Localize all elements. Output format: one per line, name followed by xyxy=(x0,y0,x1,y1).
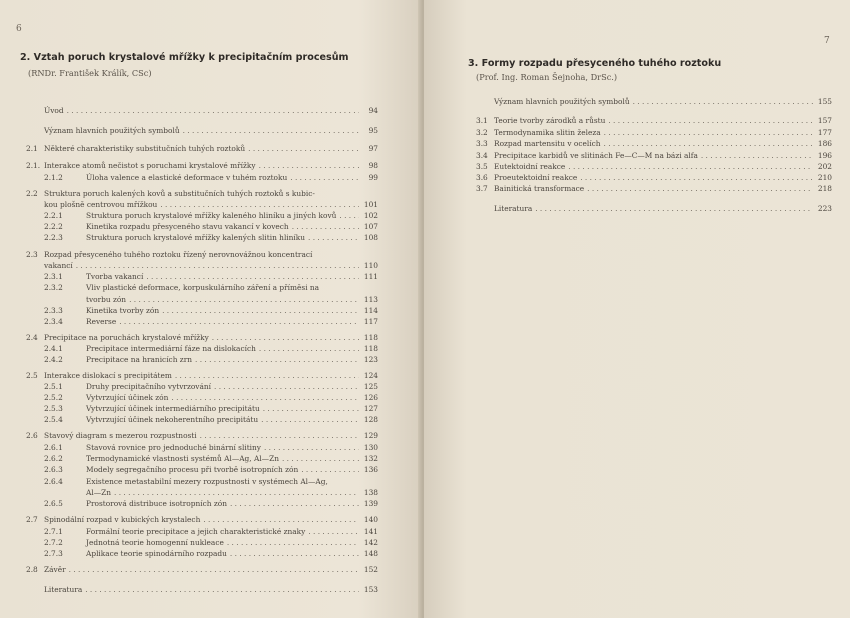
leader-dots xyxy=(183,126,359,136)
toc-entry-title: Úvod xyxy=(44,106,64,115)
leader-dots xyxy=(604,128,813,138)
toc-entry-number: 2.7.3 xyxy=(44,549,63,558)
toc-entry-number: 2.1.2 xyxy=(44,173,63,182)
toc-page-number: 117 xyxy=(363,317,378,326)
toc-entry xyxy=(476,162,832,172)
toc-entry-number: 2.6.4 xyxy=(44,477,63,486)
toc-entry-number: 2.7.2 xyxy=(44,538,63,547)
toc-entry-title: Vytvrzující účinek zón xyxy=(86,393,169,402)
toc-entry xyxy=(26,499,378,509)
table-of-contents xyxy=(476,0,832,618)
toc-entry-title: Kinetika tvorby zón xyxy=(86,306,160,315)
leader-dots xyxy=(259,161,359,171)
toc-page-number: 130 xyxy=(363,443,378,452)
toc-page-number: 118 xyxy=(363,344,378,353)
toc-entry-number: 2.2.2 xyxy=(44,222,63,231)
toc-entry xyxy=(26,393,378,403)
toc-entry-title: Některé charakteristiky substitučních tuhých roztoků xyxy=(44,144,246,153)
toc-entry xyxy=(26,250,378,260)
toc-entry-title: Modely segregačního procesu při tvorbě isotropních zón xyxy=(86,465,299,474)
toc-entry xyxy=(26,306,378,316)
leader-dots xyxy=(67,106,359,116)
toc-page-number: 98 xyxy=(368,161,378,170)
table-of-contents xyxy=(26,0,378,618)
toc-page-number: 148 xyxy=(363,549,378,558)
leader-dots xyxy=(212,333,359,343)
leader-dots xyxy=(175,371,359,381)
leader-dots xyxy=(308,233,359,243)
toc-page-number: 157 xyxy=(817,116,832,125)
chapter-author: (Prof. Ing. Roman Šejnoha, DrSc.) xyxy=(476,72,618,82)
leader-dots xyxy=(633,97,813,107)
toc-entry-title: Tvorba vakancí xyxy=(86,272,144,281)
toc-page-number: 118 xyxy=(363,333,378,342)
toc-entry-number: 2.6.1 xyxy=(44,443,63,452)
toc-entry xyxy=(26,488,378,498)
toc-entry-number: 2.2.1 xyxy=(44,211,63,220)
leader-dots xyxy=(339,211,359,221)
toc-entry-title: Bainitická transformace xyxy=(494,184,585,193)
toc-entry-title: Existence metastabilní mezery rozpustnosti v systémech Al—Ag, xyxy=(86,477,328,486)
toc-page-number: 111 xyxy=(363,272,378,281)
toc-page-number: 132 xyxy=(363,454,378,463)
toc-page-number: 177 xyxy=(817,128,832,137)
toc-entry-title: Literatura xyxy=(44,585,83,594)
leader-dots xyxy=(701,151,813,161)
toc-entry-title: Rozpad martensitu v ocelích xyxy=(494,139,601,148)
toc-entry xyxy=(26,344,378,354)
toc-page-number: 129 xyxy=(363,431,378,440)
chapter-title: 3. Formy rozpadu přesyceného tuhého roztoku xyxy=(468,58,722,69)
toc-entry-title: Aplikace teorie spinodárního rozpadu xyxy=(86,549,227,558)
toc-entry-number: 2.5.3 xyxy=(44,404,63,413)
toc-page-number: 113 xyxy=(363,295,378,304)
toc-entry-number: 2.5.1 xyxy=(44,382,63,391)
toc-entry-number: 2.3.4 xyxy=(44,317,63,326)
toc-entry xyxy=(26,189,378,199)
toc-entry-number: 3.6 xyxy=(476,173,488,182)
toc-entry-number: 2.1 xyxy=(26,144,38,153)
toc-entry-title: Význam hlavních použitých symbolů xyxy=(44,126,180,135)
toc-entry-title: Prostorová distribuce isotropních zón xyxy=(86,499,227,508)
toc-entry-title: Termodynamika slitin železa xyxy=(494,128,601,137)
toc-page-number: 123 xyxy=(363,355,378,364)
toc-entry-title: Teorie tvorby zárodků a růstu xyxy=(494,116,606,125)
toc-page-number: 124 xyxy=(363,371,378,380)
page-number: 7 xyxy=(824,36,830,46)
toc-entry xyxy=(26,200,378,210)
toc-entry-number: 2.4 xyxy=(26,333,38,342)
toc-entry-number: 3.2 xyxy=(476,128,488,137)
toc-entry xyxy=(26,233,378,243)
leader-dots xyxy=(214,382,359,392)
right-page xyxy=(424,0,850,618)
toc-page-number: 223 xyxy=(817,204,832,213)
toc-entry xyxy=(476,173,832,183)
toc-entry-number: 2.7 xyxy=(26,515,38,524)
leader-dots xyxy=(263,404,359,414)
toc-page-number: 94 xyxy=(368,106,378,115)
toc-entry-number: 3.3 xyxy=(476,139,488,148)
leader-dots xyxy=(587,184,813,194)
toc-entry-title: Interakce dislokací s precipitátem xyxy=(44,371,172,380)
toc-page-number: 128 xyxy=(363,415,378,424)
leader-dots xyxy=(171,393,359,403)
leader-dots xyxy=(282,454,359,464)
leader-dots xyxy=(162,306,359,316)
toc-entry-title: Precipitace karbidů ve slitinách Fe—C—M na bázi alfa xyxy=(494,151,698,160)
toc-page-number: 97 xyxy=(368,144,378,153)
toc-entry xyxy=(476,128,832,138)
leader-dots xyxy=(535,204,813,214)
toc-page-number: 196 xyxy=(817,151,832,160)
leader-dots xyxy=(230,499,359,509)
toc-page-number: 142 xyxy=(363,538,378,547)
toc-entry xyxy=(476,184,832,194)
toc-entry xyxy=(476,116,832,126)
toc-entry xyxy=(26,454,378,464)
toc-entry xyxy=(26,431,378,441)
toc-entry-title: Rozpad přesyceného tuhého roztoku řízený nerovnovážnou koncentrací xyxy=(44,250,313,259)
toc-entry xyxy=(26,317,378,327)
toc-entry xyxy=(26,222,378,232)
toc-entry xyxy=(26,333,378,343)
leader-dots xyxy=(301,465,359,475)
toc-entry-number: 2.6.3 xyxy=(44,465,63,474)
toc-entry-title: Reverse xyxy=(86,317,117,326)
toc-entry-number: 2.2.3 xyxy=(44,233,63,242)
toc-entry-title: Precipitace intermediární fáze na dislokacích xyxy=(86,344,256,353)
leader-dots xyxy=(568,162,813,172)
toc-entry-title: Druhy precipitačního vytvrzování xyxy=(86,382,212,391)
toc-page-number: 136 xyxy=(363,465,378,474)
toc-page-number: 110 xyxy=(363,261,378,270)
toc-entry xyxy=(26,443,378,453)
toc-entry-title: kou plošně centrovou mřížkou xyxy=(44,200,158,209)
toc-entry-title: Vytvrzující účinek intermediárního precipitátu xyxy=(86,404,260,413)
toc-page-number: 155 xyxy=(817,97,832,106)
toc-entry xyxy=(26,415,378,425)
leader-dots xyxy=(129,295,359,305)
toc-entry xyxy=(26,173,378,183)
toc-page-number: 114 xyxy=(363,306,378,315)
leader-dots xyxy=(308,527,359,537)
toc-page-number: 139 xyxy=(363,499,378,508)
toc-entry-number: 2.8 xyxy=(26,565,38,574)
toc-entry-number: 2.4.1 xyxy=(44,344,63,353)
leader-dots xyxy=(259,344,359,354)
toc-page-number: 101 xyxy=(363,200,378,209)
toc-entry-title: Vytvrzující účinek nekoherentního precipitátu xyxy=(86,415,259,424)
toc-entry-title: Precipitace na poruchách krystalové mřížky xyxy=(44,333,209,342)
toc-entry xyxy=(26,283,378,293)
toc-page-number: 141 xyxy=(363,527,378,536)
leader-dots xyxy=(248,144,359,154)
leader-dots xyxy=(290,173,359,183)
leader-dots xyxy=(85,585,359,595)
chapter-title: 2. Vztah poruch krystalové mřížky k precipitačním procesům xyxy=(20,52,349,63)
toc-entry-title: Interakce atomů nečistot s poruchami krystalové mřížky xyxy=(44,161,256,170)
leader-dots xyxy=(604,139,813,149)
toc-entry-title: Stavový diagram s mezerou rozpustnosti xyxy=(44,431,197,440)
toc-entry-number: 2.4.2 xyxy=(44,355,63,364)
toc-entry-number: 3.4 xyxy=(476,151,488,160)
toc-entry-number: 2.3.2 xyxy=(44,283,63,292)
toc-entry-number: 2.3 xyxy=(26,250,38,259)
toc-entry-number: 2.5.4 xyxy=(44,415,63,424)
leader-dots xyxy=(292,222,359,232)
toc-entry xyxy=(476,204,832,214)
toc-entry-title: Struktura poruch krystalové mřížky kaleného hliníku a jiných kovů xyxy=(86,211,337,220)
toc-page-number: 95 xyxy=(368,126,378,135)
leader-dots xyxy=(69,565,359,575)
toc-entry-number: 2.3.3 xyxy=(44,306,63,315)
toc-entry-number: 3.7 xyxy=(476,184,488,193)
toc-page-number: 152 xyxy=(363,565,378,574)
toc-entry xyxy=(26,106,378,116)
leader-dots xyxy=(227,538,359,548)
toc-entry xyxy=(476,151,832,161)
toc-entry-title: Úloha valence a elastické deformace v tuhém roztoku xyxy=(86,173,288,182)
toc-entry xyxy=(26,382,378,392)
leader-dots xyxy=(608,116,813,126)
toc-entry xyxy=(476,97,832,107)
toc-entry-title: Stavová rovnice pro jednoduché binární slitiny xyxy=(86,443,261,452)
toc-page-number: 108 xyxy=(363,233,378,242)
toc-entry-title: vakancí xyxy=(44,261,73,270)
toc-entry-number: 2.6.5 xyxy=(44,499,63,508)
toc-entry-title: Vliv plastické deformace, korpuskulárního záření a příměsi na xyxy=(86,283,320,292)
toc-entry-title: Eutektoidní reakce xyxy=(494,162,566,171)
chapter-author: (RNDr. František Králík, CSc) xyxy=(28,68,152,78)
toc-entry-number: 2.1. xyxy=(26,161,41,170)
toc-page-number: 140 xyxy=(363,515,378,524)
toc-entry-number: 2.3.1 xyxy=(44,272,63,281)
toc-entry xyxy=(26,371,378,381)
toc-entry xyxy=(26,465,378,475)
toc-page-number: 218 xyxy=(817,184,832,193)
toc-entry xyxy=(26,565,378,575)
toc-entry-number: 2.5.2 xyxy=(44,393,63,402)
toc-entry xyxy=(26,404,378,414)
toc-entry-number: 3.1 xyxy=(476,116,488,125)
toc-page-number: 107 xyxy=(363,222,378,231)
toc-entry-number: 3.5 xyxy=(476,162,488,171)
toc-page-number: 138 xyxy=(363,488,378,497)
toc-entry xyxy=(26,161,378,171)
toc-entry xyxy=(26,211,378,221)
leader-dots xyxy=(146,272,359,282)
toc-page-number: 102 xyxy=(363,211,378,220)
toc-entry-title: Jednotná teorie homogenní nukleace xyxy=(86,538,224,547)
toc-entry-number: 2.7.1 xyxy=(44,527,63,536)
toc-entry-number: 2.6 xyxy=(26,431,38,440)
toc-entry xyxy=(476,139,832,149)
toc-entry xyxy=(26,585,378,595)
toc-page-number: 125 xyxy=(363,382,378,391)
leader-dots xyxy=(200,431,359,441)
toc-entry xyxy=(26,549,378,559)
toc-entry xyxy=(26,272,378,282)
toc-entry-title: Al—Zn xyxy=(86,488,111,497)
toc-entry-title: Precipitace na hranicích zrn xyxy=(86,355,192,364)
toc-entry-number: 2.2 xyxy=(26,189,38,198)
toc-entry-title: tvorbu zón xyxy=(86,295,127,304)
leader-dots xyxy=(261,415,359,425)
leader-dots xyxy=(114,488,359,498)
toc-entry xyxy=(26,515,378,525)
toc-entry-title: Proeutektoidní reakce xyxy=(494,173,578,182)
toc-entry-title: Struktura poruch krystalové mřížky kalených slitin hliníku xyxy=(86,233,306,242)
toc-entry-title: Kinetika rozpadu přesyceného stavu vakancí v kovech xyxy=(86,222,289,231)
leader-dots xyxy=(203,515,359,525)
toc-entry-title: Formální teorie precipitace a jejich charakteristické znaky xyxy=(86,527,306,536)
toc-entry xyxy=(26,527,378,537)
toc-entry xyxy=(26,126,378,136)
toc-page-number: 186 xyxy=(817,139,832,148)
toc-entry-title: Literatura xyxy=(494,204,533,213)
toc-page-number: 99 xyxy=(368,173,378,182)
toc-entry-title: Spinodální rozpad v kubických krystalech xyxy=(44,515,201,524)
toc-entry-title: Význam hlavních použitých symbolů xyxy=(494,97,630,106)
leader-dots xyxy=(264,443,359,453)
toc-entry xyxy=(26,261,378,271)
toc-entry xyxy=(26,355,378,365)
leader-dots xyxy=(119,317,359,327)
toc-entry-title: Struktura poruch kalených kovů a substitučních tuhých roztoků s kubic- xyxy=(44,189,315,198)
toc-entry xyxy=(26,295,378,305)
toc-entry-number: 2.6.2 xyxy=(44,454,63,463)
toc-page-number: 202 xyxy=(817,162,832,171)
leader-dots xyxy=(580,173,813,183)
toc-page-number: 126 xyxy=(363,393,378,402)
leader-dots xyxy=(160,200,359,210)
toc-entry-title: Závěr xyxy=(44,565,66,574)
leader-dots xyxy=(76,261,359,271)
leader-dots xyxy=(195,355,359,365)
toc-entry-number: 2.5 xyxy=(26,371,38,380)
toc-page-number: 210 xyxy=(817,173,832,182)
toc-entry xyxy=(26,144,378,154)
toc-entry xyxy=(26,477,378,487)
toc-entry-title: Termodynamické vlastnosti systémů Al—Ag, Al—Zn xyxy=(86,454,279,463)
leader-dots xyxy=(230,549,359,559)
toc-entry xyxy=(26,538,378,548)
toc-page-number: 127 xyxy=(363,404,378,413)
toc-page-number: 153 xyxy=(363,585,378,594)
left-page xyxy=(0,0,422,618)
page-number: 6 xyxy=(16,24,22,34)
